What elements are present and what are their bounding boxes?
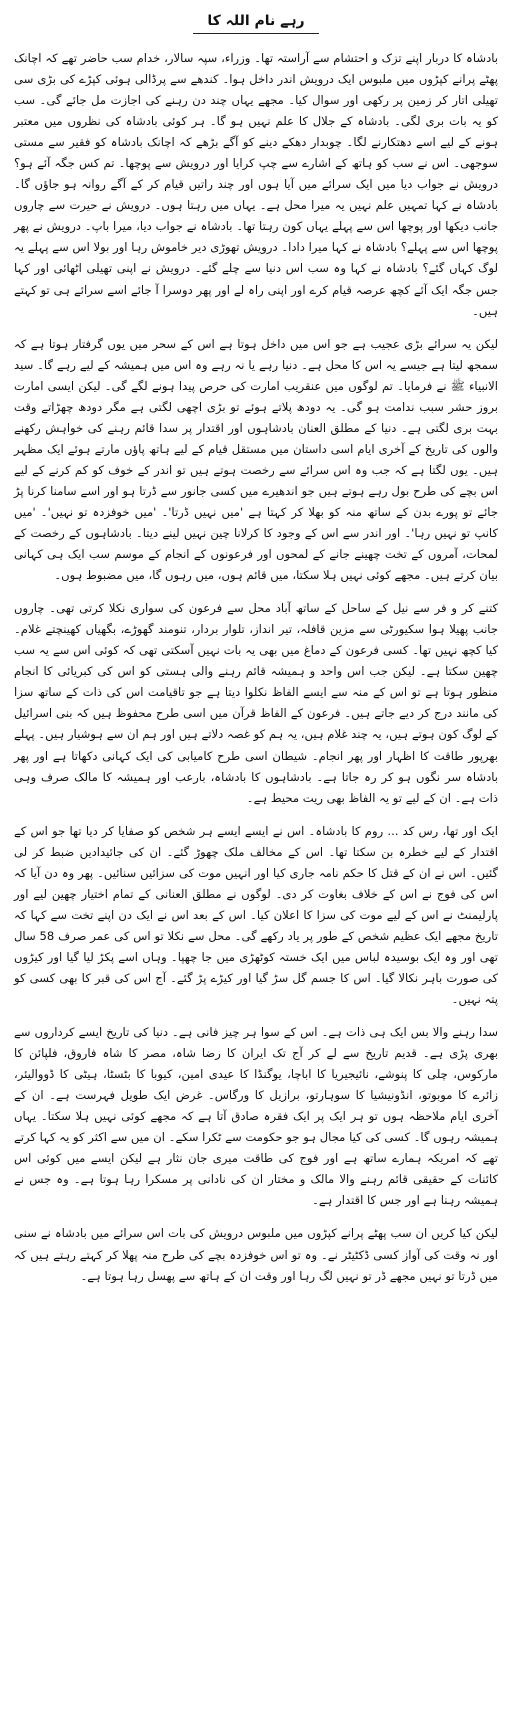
title-wrap [14, 10, 498, 34]
paragraph: سدا رہنے والا بس ایک ہی ذات ہے۔ اس کے سوا ہر چیز فانی ہے۔ دنیا کی تاریخ ایسے کرداروں سے بھری پڑی ہے۔ قدیم تاریخ سے لے کر آج تک ایران کا رضا شاہ، مصر کا شاہ فاروق، فلپائن کا مارکوس، چلی کا پنوشے، نائیجیریا کا اباچا، یوگنڈا کا عیدی امین، کیوبا کا بٹسٹا، ہیٹی کا ڈووالیئر، زائرے کا موبوتو، انڈونیشیا کا سوہارتو، برازیل کا ورگاس۔ غرض ایک طویل فہرست ہے۔ ان کے آخری ایام ملاحظہ ہوں تو ہر ایک پر ایک فقرہ صادق آتا ہے کہ مجھے کوئی نہیں ہلا سکتا۔ یہاں ہمیشہ رہوں گا۔ کسی کی کیا مجال ہو جو حکومت سے ٹکرا سکے۔ ان میں سے اکثر کو یہ کہا کرتے تھے کہ امریکہ ہمارے ساتھ ہے اور فوج کی طاقت میری جان نثار ہے لیکن ایسے میں کوئی اس کائنات کے حقیقی قائم رہنے والا مالک و مختار ان کی نادانی پر مسکرا رہا ہوتا ہے۔ وہ جس نے ہمیشہ رہنا ہے اور جس کا اقتدار ہے۔ [14, 1025, 498, 1208]
column-title: رہے نام اللہ کا [193, 13, 318, 34]
paragraph: بادشاہ کا دربار اپنے تزک و احتشام سے آراستہ تھا۔ وزراء، سپہ سالار، خدام سب حاضر تھے کہ اچانک پھٹے پرانے کپڑوں میں ملبوس ایک درویش اندر داخل ہوا۔ کندھے سے پرڈالی ہوئی کپڑے کی بڑی سی تھیلی اتار کر زمین پر رکھی اور سوال کیا۔ مجھے یہاں چند دن رہنے کی اجازت مل جائے گی۔ سب کو یہ بات بری لگی۔ بادشاہ کے جلال کا علم نہیں ہو گا۔ ہر کوئی بادشاہ کی نظروں میں معتبر ہونے کے لیے اسے دھتکارنے لگا۔ چوبدار دھکے دینے کو آگے بڑھے کہ اچانک بادشاہ کو فقیر سے مستی سوجھی۔ اس نے سب کو ہاتھ کے اشارے سے چپ کرایا اور درویش سے پوچھا۔ تم کس جگہ آئے ہو؟ درویش نے جواب دیا میں ایک سرائے میں آیا ہوں اور چند راتیں قیام کر کے آگے روانہ ہو جاؤں گا۔ بادشاہ نے کہا تمہیں علم نہیں یہ میرا محل ہے۔ یہاں میں رہتا ہوں۔ درویش نے حیرت سے چاروں جانب دیکھا اور پوچھا اس سے پہلے یہاں کون رہتا تھا۔ بادشاہ نے جواب دیا، میرا باپ۔ درویش نے پھر پوچھا اس سے پہلے؟ بادشاہ نے کہا میرا دادا۔ درویش تھوڑی دیر خاموش رہا اور بولا اس سے پہلے یہ لوگ کہاں گئے؟ بادشاہ نے کہا وہ سب اس دنیا سے چلے گئے۔ درویش نے اپنی تھیلی اٹھائی اور کہا جس جگہ ایک آئے کچھ عرصہ قیام کرے اور اپنی راہ لے اور پھر دوسرا آ جائے اسے سرائے ہی تو کہتے ہیں۔ [14, 51, 498, 318]
paragraph: ایک اور تھا، رس کد ... روم کا بادشاہ۔ اس نے ایسے ایسے ہر شخص کو صفایا کر دیا تھا جو اس کے اقتدار کے لیے خطرہ بن سکتا تھا۔ اس کے مخالف ملک چھوڑ گئے۔ ان کی جائیدادیں ضبط کر لی گئیں۔ اس نے ان کے قتل کا حکم نامہ جاری کیا اور انہیں موت کی سزائیں سنائیں۔ پھر وہ دن آیا کہ اس کی فوج نے اس کے خلاف بغاوت کر دی۔ لوگوں نے مطلق العنانی کے تمام اختیار چھین لیے اور پارلیمنٹ نے اس کے لیے موت کی سزا کا اعلان کیا۔ اس کے بعد اس نے ایک دن اپنے تخت سے کہا کہ تاریخ مجھے ایک عظیم شخص کے طور پر یاد رکھے گی۔ محل سے نکلا تو اس کی عمر صرف 58 سال تھی اور وہ ایک بوسیدہ لباس میں ایک خستہ کوٹھڑی میں جا چھپا۔ وہاں اسے پکڑ لیا گیا اور کیڑوں کی صورت باہر نکالا گیا۔ اس کا جسم گل سڑ گیا اور کیڑے پڑ گئے۔ آج اس کی قبر کا بھی کسی کو پتہ نہیں۔ [14, 823, 499, 1007]
paragraph: لیکن کیا کریں ان سب پھٹے پرانے کپڑوں میں ملبوس درویش کی بات اس سرائے میں بادشاہ نے سنی اور نہ وقت کی آواز کسی ڈکٹیٹر نے۔ وہ تو اس خوفزدہ بچے کی طرح منہ پھلا کر کہتے رہتے ہیں کہ میں ڈرتا تو نہیں مجھے ڈر تو نہیں لگ رہا اور وقت ان کے ہاتھ سے پھسل رہا ہوتا ہے۔ [14, 1226, 498, 1283]
paragraph: کتنے کر و فر سے نیل کے ساحل کے ساتھ آباد محل سے فرعون کی سواری نکلا کرتی تھی۔ چاروں جانب پھیلا ہوا سکیورٹی سے مزین قافلہ، تیر انداز، تلوار بردار، تنومند گھوڑے، بگھیاں کھینچتے غلام۔ کیا کچھ نہیں تھا۔ کسی فرعون کے دماغ میں بھی یہ بات نہیں آسکتی تھی کہ کوئی اس سے یہ سب چھین سکتا ہے۔ لیکن جب اس واحد و ہمیشہ قائم رہنے والی ہستی کو اس کی کبریائی کا انجام منظور ہوتا ہے تو اس کے منہ سے ایسے الفاظ نکلوا دیتا ہے جو تاقیامت اس کی ذات کے ساتھ سزا کی مانند درج کر دیے جاتے ہیں۔ فرعون کے الفاظ قرآن میں اسی طرح محفوظ ہیں کہ بنی اسرائیل کے لوگ کون ہوتے ہیں، یہ چند غلام ہیں، یہ ہم کو غصہ دلاتے ہیں اور ہم ان سے ہوشیار ہیں۔ پہلے بھرپور طاقت کا اظہار اور پھر انجام۔ شیطان اسی طرح کامیابی کی ایک کہانی دکھاتا ہے اور پھر بادشاہ سر نگوں ہو کر رہ جاتا ہے۔ بادشاہوں کا بادشاہ، بارعب اور ہمیشہ کا مالک صرف وہی ذات ہے۔ ان کے لیے تو یہ الفاظ بھی ریت محیط ہے۔ [14, 601, 498, 805]
paragraph: لیکن یہ سرائے بڑی عجیب ہے جو اس میں داخل ہوتا ہے اس کے سحر میں یوں گرفتار ہوتا ہے کہ سمجھ لیتا ہے جیسے یہ اس کا محل ہے۔ دنیا رہے یا نہ رہے وہ اس میں ہمیشہ کے لیے رہے گا۔ سید الانبیاء ﷺ نے فرمایا۔ تم لوگوں میں عنقریب امارت کی حرص پیدا ہونے لگے گی۔ لیکن ایسی امارت بروز حشر سبب ندامت ہو گی۔ یہ دودھ پلاتے ہوئے تو بڑی اچھی لگتی ہے مگر دودھ چھڑاتے وقت بہت بری لگتی ہے۔ دنیا کے مطلق العنان بادشاہوں اور اقتدار پر سدا قائم رہنے کی خواہش رکھنے والوں کی تاریخ کے آخری ایام اسی داستان میں مستقل قیام کے لیے ہاتھ پاؤں مارتے ہوئے ایک مظہر ہیں۔ یوں لگتا ہے کہ جب وہ اس سرائے سے رخصت ہوتے ہیں تو اندر کے خوف کو کم کرنے کے لیے اس بچے کی طرح بول رہے ہوتے ہیں جو اندھیرے میں کسی جانور سے ڈرتا ہو اور اسے سامنا کرنا پڑ جائے تو پورے بدن کے ساتھ منہ کو بھلا کر کہتا ہے 'میں نہیں ڈرتا'۔ 'میں خوفزدہ تو نہیں'۔ 'میں کانپ تو نہیں رہا'۔ اور اندر سے اس کے وجود کا کرلانا چین نہیں لینے دیتا۔ بادشاہوں کے رخصت کے لمحات، آمروں کے تخت چھینے جانے کے لمحوں اور فرعونوں کے انجام کے موسم سب ایک ہی کہانی بیان کرتے ہیں۔ مجھے کوئی نہیں ہلا سکتا، میں قائم ہوں، میں رہوں گا، میں مضبوط ہوں۔ [14, 336, 498, 583]
column-body [14, 48, 498, 1287]
